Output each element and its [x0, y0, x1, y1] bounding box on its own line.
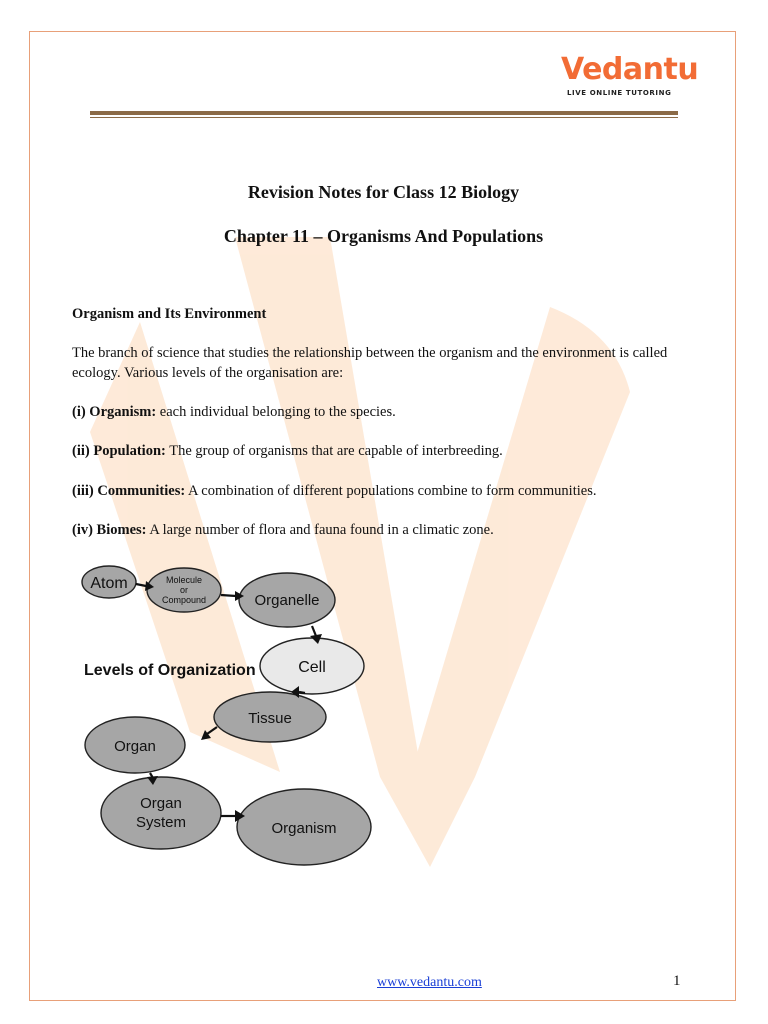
level-item-population: [72, 443, 503, 460]
node-label-atom: Atom: [90, 575, 128, 592]
document-page: [29, 31, 736, 1001]
intro-paragraph: The branch of science that studies the relationship between the organism and the environment is called ecology. Various levels of the organisation are:: [72, 345, 668, 381]
node-label-organ: Organ: [114, 738, 156, 755]
level-item-biomes: [72, 522, 494, 539]
vedantu-logo: [555, 52, 699, 102]
item-text: A large number of flora and fauna found in a climatic zone.: [146, 522, 494, 538]
document-title: Revision Notes for Class 12 Biology: [247, 182, 520, 202]
arrow-tissue-organ: [207, 727, 217, 734]
node-label-organelle: Organelle: [254, 592, 320, 609]
node-organ-system: [101, 777, 221, 849]
header-rule: [90, 111, 678, 115]
node-label-organism: Organism: [271, 820, 337, 837]
item-label: (ii) Population:: [72, 443, 166, 459]
node-label-organ-system-line2: System: [135, 814, 187, 831]
node-label-molecule-or: or: [179, 585, 189, 595]
logo-tagline: LIVE ONLINE TUTORING: [567, 89, 672, 97]
arrow-atom-molecule: [136, 584, 146, 586]
item-label: (iv) Biomes:: [72, 522, 147, 538]
chapter-title: Chapter 11 – Organisms And Populations: [223, 226, 544, 246]
page-number: 1: [673, 973, 681, 989]
arrow-molecule-organelle: [221, 595, 236, 596]
footer-website-link[interactable]: www.vedantu.com: [377, 975, 482, 990]
level-item-organism: [72, 404, 396, 421]
node-label-cell: Cell: [298, 659, 326, 676]
arrow-organelle-cell: [312, 626, 316, 636]
item-text: A combination of different populations combine to form communities.: [185, 483, 597, 499]
node-label-molecule: Molecule: [165, 575, 203, 585]
arrow-cell-tissue: [299, 692, 305, 693]
item-text: each individual belonging to the species.: [156, 404, 396, 420]
level-item-communities: [72, 483, 596, 500]
diagram-title: Levels of Organization: [84, 662, 256, 679]
item-label: (i) Organism:: [72, 404, 157, 420]
node-label-organ-system-line1: Organ: [140, 795, 182, 812]
node-label-tissue: Tissue: [248, 710, 292, 727]
section-heading: Organism and Its Environment: [72, 306, 267, 322]
levels-of-organization-diagram: [80, 562, 400, 874]
header-rule-thin: [90, 117, 678, 118]
node-label-compound: Compound: [161, 595, 207, 605]
item-text: The group of organisms that are capable of interbreeding.: [165, 443, 503, 459]
logo-wordmark: Vedantu: [561, 52, 699, 87]
item-label: (iii) Communities:: [72, 483, 186, 499]
